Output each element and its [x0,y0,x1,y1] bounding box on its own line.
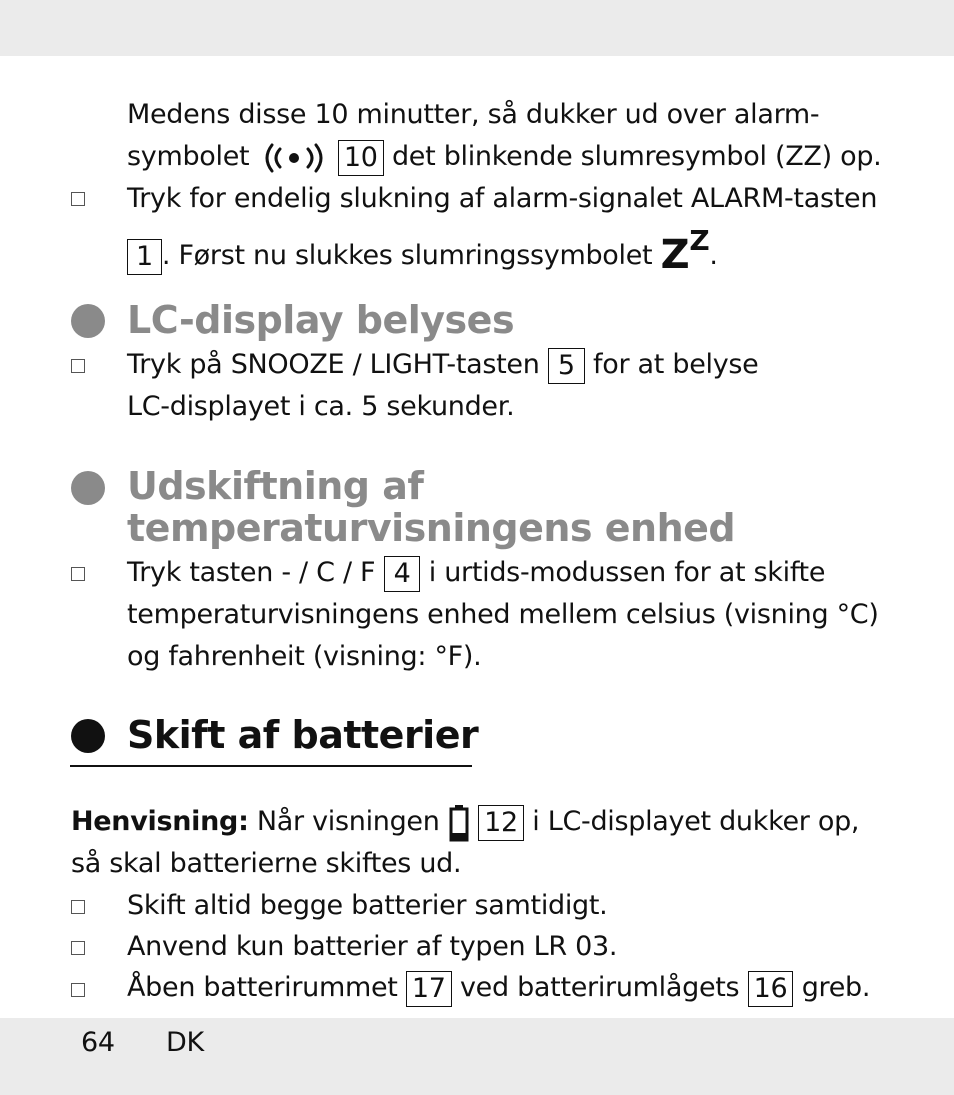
step-final-line-1 [127,178,877,220]
bullet-checkbox [71,941,85,955]
item3-text-a: Åben batterirummet [127,972,398,1003]
step-final-end: . [709,240,718,271]
note-label: Henvisning: [71,806,249,837]
section-bullet-dot [71,471,105,505]
ref-box-16: 16 [748,971,794,1007]
heading-underline [70,765,472,767]
section-heading-unit-1: Udskiftning af [127,464,424,508]
bullet-checkbox [71,983,85,997]
section-bullet-dot [71,719,105,753]
light-text-1a: Tryk på SNOOZE / LIGHT-tasten [127,349,540,380]
alarm-signal-icon [260,140,328,176]
top-margin-bar [0,0,954,56]
step-final-line-2 [127,220,718,277]
battery-item-3 [127,967,870,1009]
battery-note-line-1 [71,801,859,843]
unit-text-1a: Tryk tasten - / C / F [127,557,376,588]
battery-item-1: Skift altid begge batterier samtidigt. [127,890,608,921]
battery-note-line-2: så skal batterierne skiftes ud. [71,848,462,879]
bullet-checkbox [71,192,85,206]
light-line-1 [127,344,758,386]
page-footer [0,1018,954,1095]
intro-line-1 [127,94,819,136]
battery-item-2: Anvend kun batterier af typen LR 03. [127,931,618,962]
intro-text-2b: det blinkende slumresymbol (ZZ) op. [391,141,882,172]
intro-text-2a: symbolet [127,141,250,172]
section-heading-battery: Skift af batterier [127,713,479,757]
step-final-text-1: Tryk for endelig slukning af alarm-signalet ALARM-tasten [127,183,878,214]
ref-box-17: 17 [406,971,452,1007]
page-number: 64 [81,1027,115,1058]
battery-icon [448,804,470,842]
unit-line-2: temperaturvisningens enhed mellem celsius (visning °C) [127,599,879,630]
ref-box-10: 10 [338,140,384,176]
snooze-z-large: Z [660,232,690,278]
ref-box-4: 4 [384,556,421,592]
snooze-z-small: Z [689,224,710,257]
item3-text-b: ved batterirumlågets [459,972,740,1003]
bullet-checkbox [71,900,85,914]
bullet-checkbox [71,359,85,373]
ref-box-5: 5 [548,348,585,384]
item3-text-c: greb. [801,972,871,1003]
section-heading-unit-2: temperaturvisningens enhed [127,506,736,550]
step-final-text-2: . Først nu slukkes slumringssymbolet [161,240,653,271]
unit-text-1b: i urtids-modussen for at skifte [428,557,826,588]
note-text-b: i LC-displayet dukker op, [532,806,860,837]
bullet-checkbox [71,567,85,581]
section-bullet-dot [71,304,105,338]
light-text-1b: for at belyse [593,349,759,380]
light-line-2: LC-displayet i ca. 5 sekunder. [127,391,515,422]
note-text-a: Når visningen [256,806,440,837]
intro-line-2 [127,136,881,178]
section-heading-light: LC-display belyses [127,298,515,342]
ref-box-1: 1 [127,239,162,275]
unit-line-3: og fahrenheit (visning: °F). [127,641,482,672]
intro-text-1: Medens disse 10 minutter, så dukker ud over alarm- [127,99,820,130]
language-code: DK [166,1027,204,1058]
unit-line-1 [127,552,825,594]
ref-box-12: 12 [478,805,524,841]
